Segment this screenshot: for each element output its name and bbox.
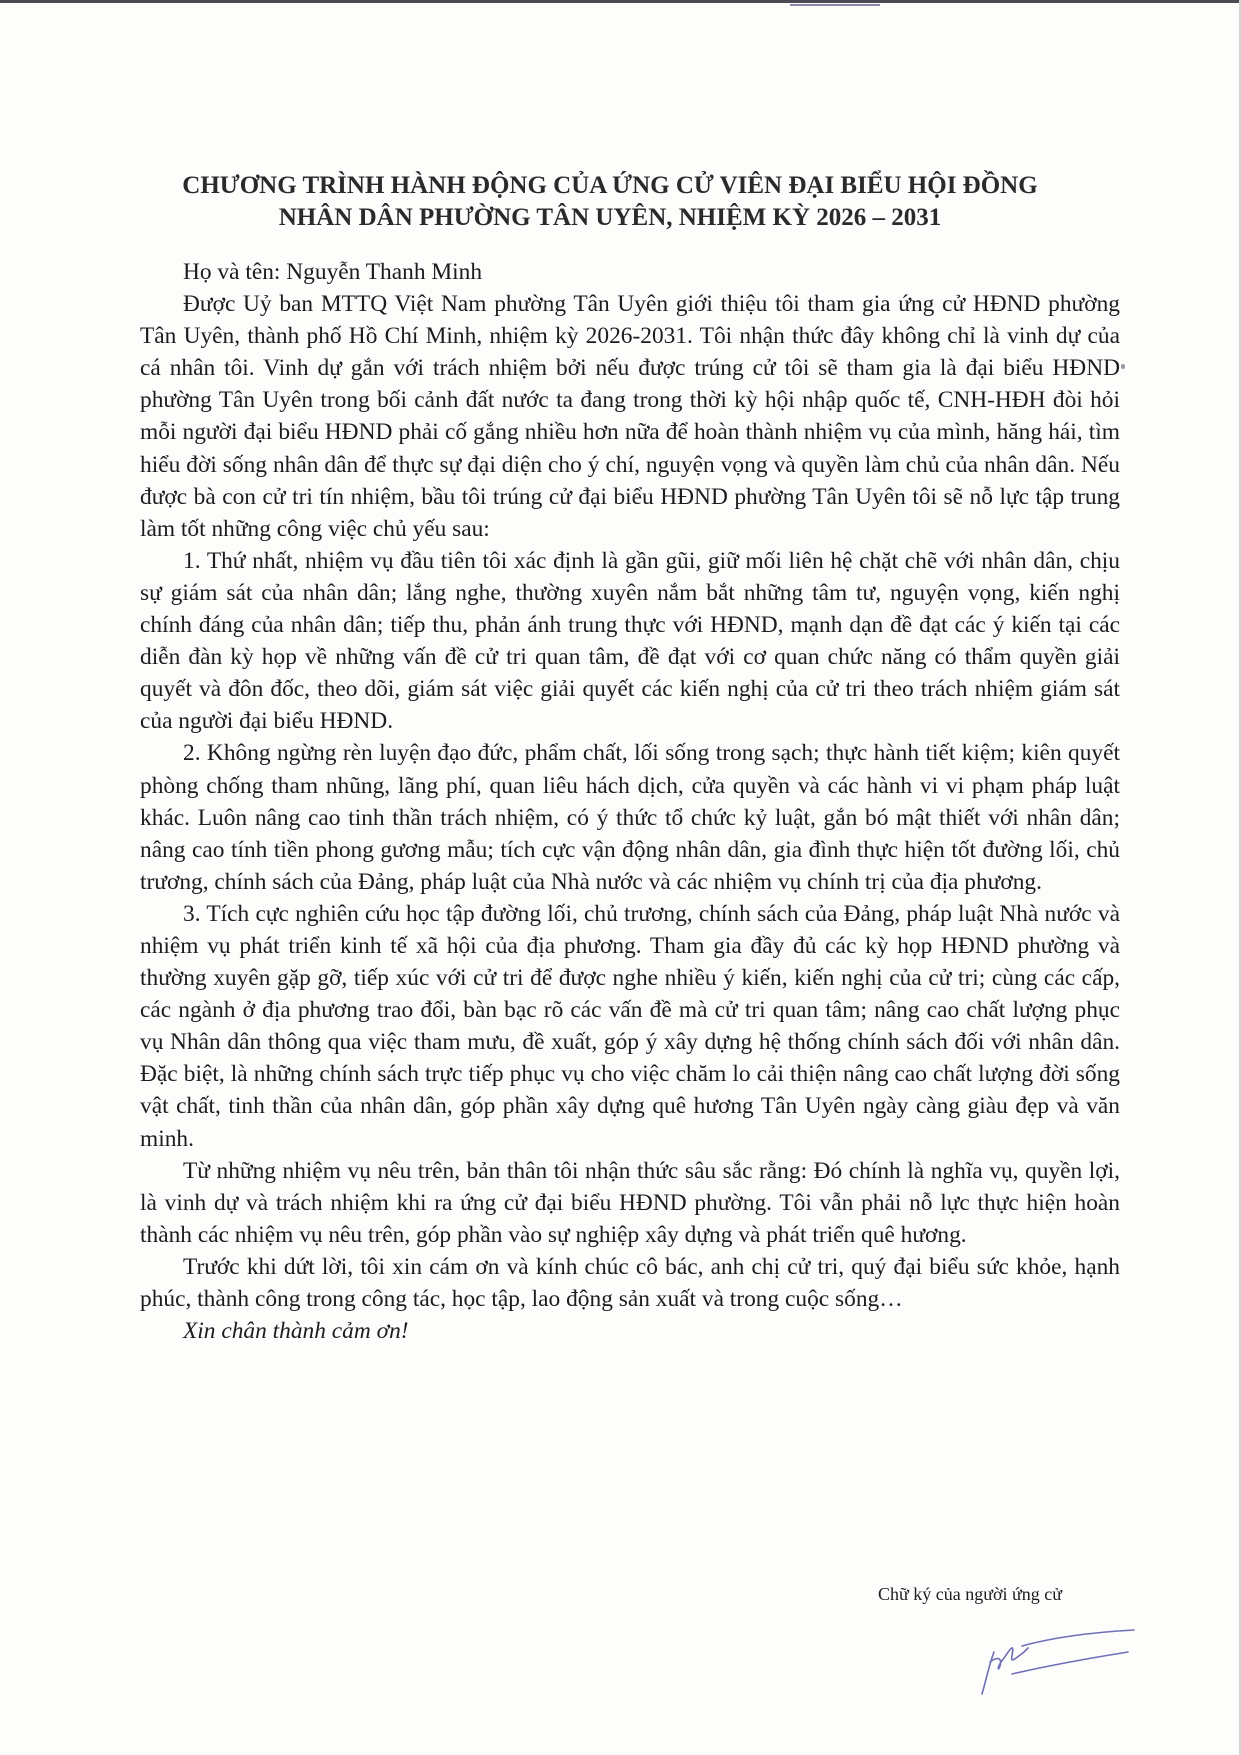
document-title <box>110 170 1110 234</box>
scan-border-top <box>0 0 1241 3</box>
document-body <box>140 256 1120 1347</box>
task-item-3: 3. Tích cực nghiên cứu học tập đường lối, chủ trương, chính sách của Đảng, pháp luật Nhà nước và nhiệm vụ phát triển kinh tế xã hội của địa phương. Tham gia đầy đủ các kỳ họp HĐND phường và thường xuyên gặp gỡ, tiếp xúc với cử tri để được nghe nhiều ý kiến, kiến nghị của cử tri; cùng các cấp, các ngành ở địa phương trao đổi, bàn bạc rõ các vấn đề mà cử tri quan tâm; nâng cao chất lượng phục vụ Nhân dân thông qua việc tham mưu, đề xuất, góp ý xây dựng hệ thống chính sách đối với nhân dân. Đặc biệt, là những chính sách trực tiếp phục vụ cho việc chăm lo cải thiện nâng cao chất lượng đời sống vật chất, tinh thần của nhân dân, góp phần xây dựng quê hương Tân Uyên ngày càng giàu đẹp và văn minh. <box>140 900 1120 1152</box>
conclusion-paragraph: Từ những nhiệm vụ nêu trên, bản thân tôi nhận thức sâu sắc rằng: Đó chính là nghĩa vụ, quyền lợi, là vinh dự và trách nhiệm khi ra ứng cử đại biểu HĐND phường. Tôi vẫn phải nỗ lực thực hiện hoàn thành các nhiệm vụ nêu trên, góp phần vào sự nghiệp xây dựng và phát triển quê hương. <box>140 1157 1120 1248</box>
scan-mark-top <box>790 4 880 6</box>
scan-speck <box>1121 364 1125 369</box>
thanks-paragraph: Trước khi dứt lời, tôi xin cám ơn và kính chúc cô bác, anh chị cử tri, quý đại biểu sức khỏe, hạnh phúc, thành công trong công tác, học tập, lao động sản xuất và trong cuộc sống… <box>140 1253 1120 1312</box>
title-line-2: NHÂN DÂN PHƯỜNG TÂN UYÊN, NHIỆM KỲ 2026 – 2031 <box>278 204 942 231</box>
task-item-2: 2. Không ngừng rèn luyện đạo đức, phẩm chất, lối sống trong sạch; thực hành tiết kiệm; kiên quyết phòng chống tham nhũng, lãng phí, quan liêu hách dịch, cửa quyền và các hành vi vi phạm pháp luật khác. Luôn nâng cao tinh thần trách nhiệm, có ý thức tổ chức kỷ luật, gắn bó mật thiết với nhân dân; nâng cao tính tiền phong gương mẫu; tích cực vận động nhân dân, gia đình thực hiện tốt đường lối, chủ trương, chính sách của Đảng, pháp luật của Nhà nước và các nhiệm vụ chính trị của địa phương. <box>140 740 1120 895</box>
task-item-1: 1. Thứ nhất, nhiệm vụ đầu tiên tôi xác định là gần gũi, giữ mối liên hệ chặt chẽ với nhân dân, chịu sự giám sát của nhân dân; lắng nghe, thường xuyên nắm bắt những tâm tư, nguyện vọng, kiến nghị chính đáng của nhân dân; tiếp thu, phản ánh trung thực với HĐND, mạnh dạn đề đạt các ý kiến tại các diễn đàn kỳ họp về những vấn đề cử tri quan tâm, đề đạt với cơ quan chức năng có thẩm quyền giải quyết và đôn đốc, theo dõi, giám sát việc giải quyết các kiến nghị của cử tri theo trách nhiệm giám sát của người đại biểu HĐND. <box>140 547 1120 735</box>
handwritten-signature <box>968 1622 1138 1702</box>
intro-paragraph: Được Uỷ ban MTTQ Việt Nam phường Tân Uyên giới thiệu tôi tham gia ứng cử HĐND phường Tân Uyên, thành phố Hồ Chí Minh, nhiệm kỳ 2026-2031. Tôi nhận thức đây không chỉ là vinh dự của cá nhân tôi. Vinh dự gắn với trách nhiệm bởi nếu được trúng cử tôi sẽ tham gia là đại biểu HĐND phường Tân Uyên trong bối cảnh đất nước ta đang trong thời kỳ hội nhập quốc tế, CNH-HĐH đòi hỏi mỗi người đại biểu HĐND phải cố gắng nhiều hơn nữa để hoàn thành nhiệm vụ của mình, hăng hái, tìm hiểu đời sống nhân dân để thực sự đại diện cho ý chí, nguyện vọng và quyền làm chủ của nhân dân. Nếu được bà con cử tri tín nhiệm, bầu tôi trúng cử đại biểu HĐND phường Tân Uyên tôi sẽ nỗ lực tập trung làm tốt những công việc chủ yếu sau: <box>140 291 1120 542</box>
signature-label: Chữ ký của người ứng cử <box>878 1584 1063 1604</box>
candidate-name: Họ và tên: Nguyễn Thanh Minh <box>183 259 483 285</box>
closing-line: Xin chân thành cảm ơn! <box>183 1318 409 1345</box>
title-line-1: CHƯƠNG TRÌNH HÀNH ĐỘNG CỦA ỨNG CỬ VIÊN ĐẠI BIỂU HỘI ĐỒNG <box>182 172 1038 199</box>
